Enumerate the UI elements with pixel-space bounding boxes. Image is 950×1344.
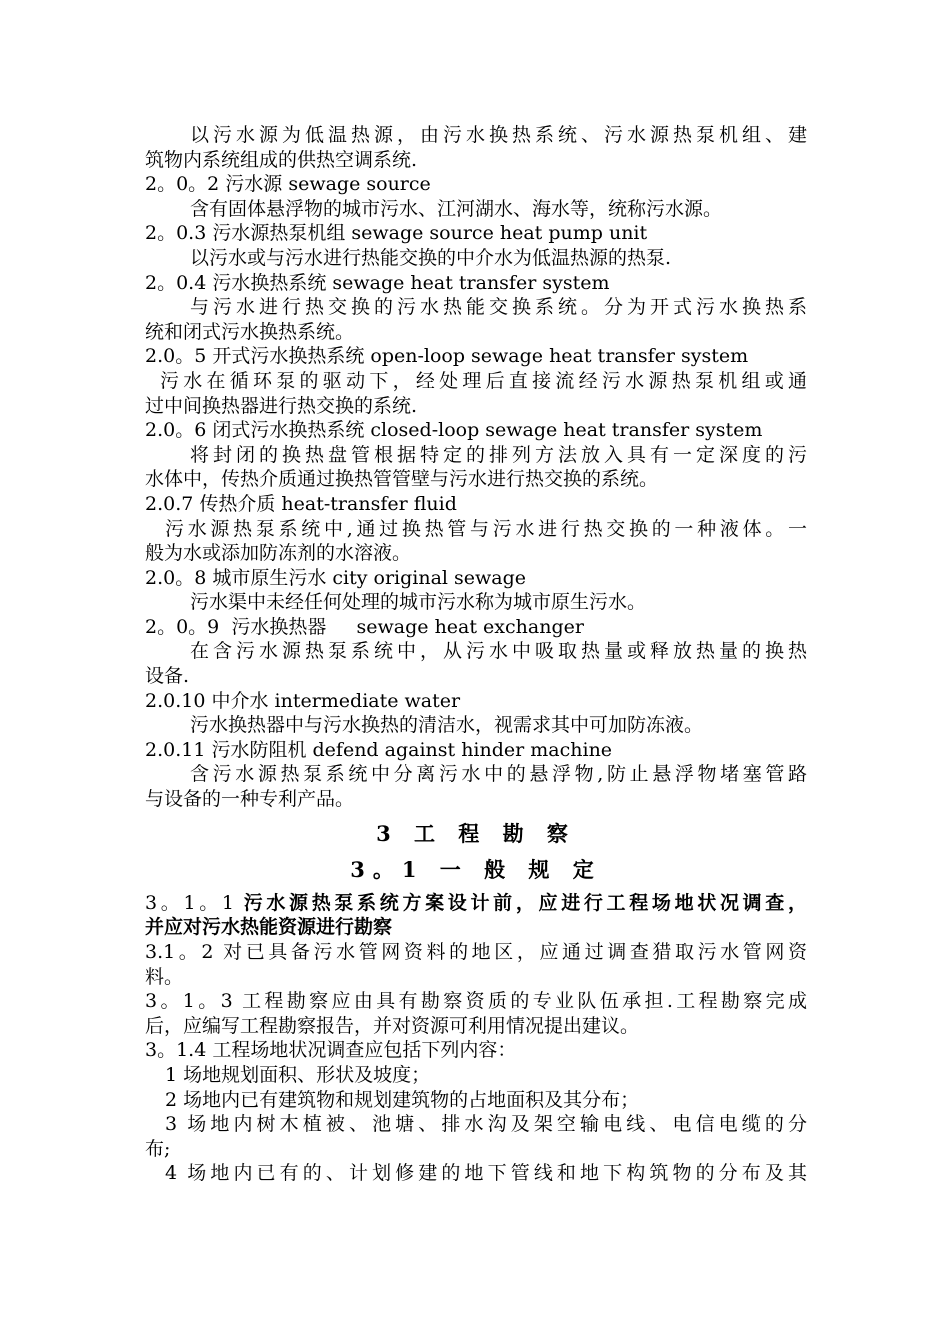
list-item: 布; [145,1137,171,1160]
clause-line [145,891,807,916]
term-definition: 统和闭式污水换热系统。 [145,320,355,343]
term-heading: 2。0.3 污水源热泵机组 sewage source heat pump unit [145,222,648,245]
term-definition: 含有固体悬浮物的城市污水、江河湖水、海水等，统称污水源。 [190,197,723,220]
term-heading: 2.0。6 闭式污水换热系统 closed-loop sewage heat transfer system [145,419,763,442]
term-definition: 污水源热泵系统中,通过换热管与污水进行热交换的一种液体。一 [165,517,807,540]
clause-bold-text: 污水源热泵系统方案设计前，应进行工程场地状况调查， [243,891,807,914]
clause-line: 3。1.4 工程场地状况调查应包括下列内容： [145,1039,517,1062]
clause-number: 3。1。1 [145,891,244,914]
term-definition: 污水换热器中与污水换热的清洁水，视需求其中可加防冻液。 [190,714,704,737]
term-heading: 2.0.7 传热介质 heat-transfer fluid [145,492,457,515]
term-definition: 以污水或与污水进行热能交换的中介水为低温热源的热泵. [190,246,672,269]
clause-line: 后，应编写工程勘察报告，并对资源可利用情况提出建议。 [145,1014,640,1037]
document-body [145,123,807,1186]
clause-bold-text: 并应对污水热能资源进行勘察 [145,916,393,939]
term-definition: 设备. [145,665,190,688]
term-definition: 污水渠中未经任何处理的城市污水称为城市原生污水。 [190,591,647,614]
term-heading: 2.0。5 开式污水换热系统 open-loop sewage heat transfer system [145,345,749,368]
term-definition: 过中间换热器进行热交换的系统. [145,394,418,417]
list-item: 1 场地规划面积、形状及坡度； [165,1063,431,1086]
list-item: 2 场地内已有建筑物和规划建筑物的占地面积及其分布； [165,1088,640,1111]
clause-line: 料。 [145,965,184,988]
paragraph-line: 以污水源为低温热源，由污水换热系统、污水源热泵机组、建 [190,124,807,146]
term-definition: 含污水源热泵系统中分离污水中的悬浮物,防止悬浮物堵塞管路 [190,763,807,786]
clause-line: 3。1。3 工程勘察应由具有勘察资质的专业队伍承担.工程勘察完成 [145,990,807,1013]
term-definition: 将封闭的换热盘管根据特定的排列方法放入具有一定深度的污 [190,443,807,466]
list-item: 4 场地内已有的、计划修建的地下管线和地下构筑物的分布及其 [165,1162,807,1185]
paragraph-line: 筑物内系统组成的供热空调系统. [145,148,418,171]
term-definition: 般为水或添加防冻剂的水溶液。 [145,542,412,565]
term-definition: 污水在循环泵的驱动下，经处理后直接流经污水源热泵机组或通 [160,369,807,392]
term-heading: 2.0.11 污水防阻机 defend against hinder machine [145,738,613,761]
term-heading: 2。0。2 污水源 sewage source [145,173,431,196]
term-definition: 在含污水源热泵系统中，从污水中吸取热量或释放热量的换热 [190,640,807,663]
term-definition: 与污水进行热交换的污水热能交换系统。分为开式污水换热系 [190,296,807,319]
term-heading: 2。0。9 污水换热器 sewage heat exchanger [145,615,584,638]
term-definition: 与设备的一种专利产品。 [145,788,355,811]
chapter-title: 3 工 程 勘 察 [376,821,576,846]
term-heading: 2.0.10 中介水 intermediate water [145,689,461,712]
clause-line: 3.1。2 对已具备污水管网资料的地区，应通过调查猎取污水管网资 [145,941,807,963]
list-item: 3 场地内树木植被、池塘、排水沟及架空输电线、电信电缆的分 [165,1113,807,1136]
term-definition: 水体中，传热介质通过换热管管壁与污水进行热交换的系统。 [145,468,659,491]
section-title: 3。1 一 般 规 定 [350,858,602,883]
term-heading: 2。0.4 污水换热系统 sewage heat transfer system [145,271,610,294]
term-heading: 2.0。8 城市原生污水 city original sewage [145,566,527,589]
